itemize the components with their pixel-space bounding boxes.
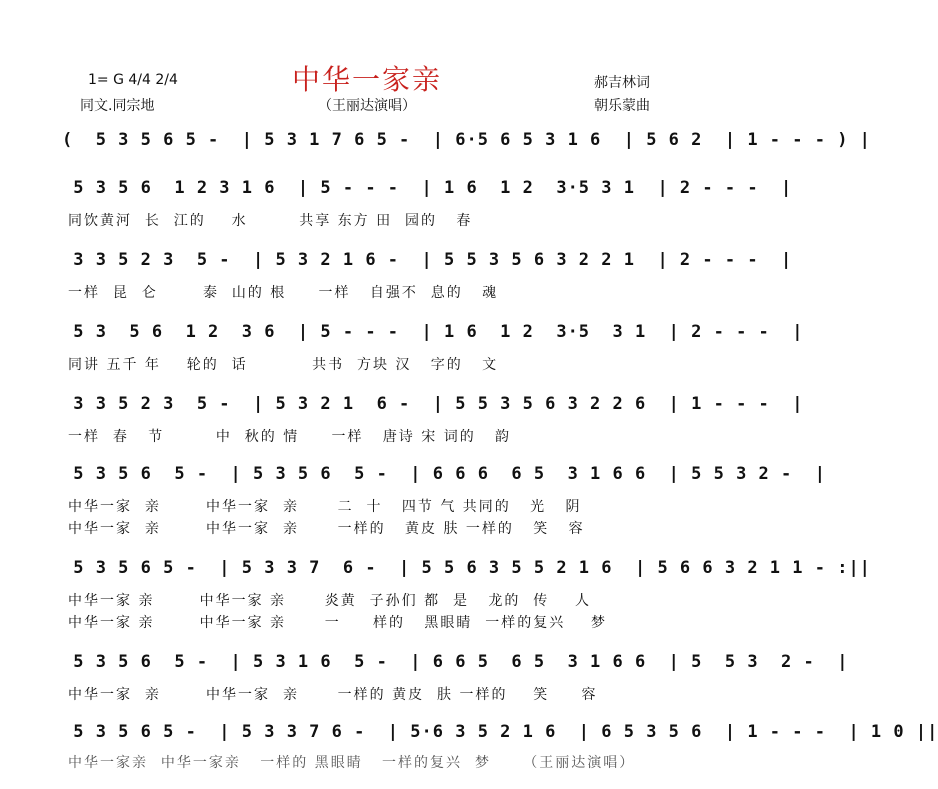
song-title: 中华一家亲: [291, 63, 442, 96]
notes: 5 3 5 6 5 - | 5 3 1 6 5 - | 6 6 5 6 5 3 1 6 6 | 5 5 3 2 - |: [62, 652, 849, 672]
key-signature: 1= G 4/4 2/4: [88, 72, 178, 88]
lyrics: 中华一家 亲 中华一家 亲 炎黄 子孙们 都 是 龙的 传 人: [68, 593, 592, 609]
singer-credit: （王丽达演唱）: [318, 98, 416, 114]
notes: 5 3 5 6 1 2 3 6 | 5 - - - | 1 6 1 2 3·5 3 1 | 2 - - - |: [62, 322, 804, 342]
lyrics: 中华一家 亲 中华一家 亲 一 样的 黑眼睛 一样的复兴 梦: [68, 615, 608, 631]
notes: ( 5 3 5 6 5 - | 5 3 1 7 6 5 - | 6·5 6 5 3 1 6 | 5 6 2 | 1 - - - ) |: [62, 130, 871, 150]
notes: 5 3 5 6 5 - | 5 3 5 6 5 - | 6 6 6 6 5 3 1 6 6 | 5 5 3 2 - |: [62, 464, 826, 484]
lyrics: 中华一家 亲 中华一家 亲 一样的 黄皮 肤 一样的 笑 容: [68, 687, 598, 703]
notes: 5 3 5 6 5 - | 5 3 3 7 6 - | 5·6 3 5 2 1 6 | 6 5 3 5 6 | 1 - - - | 1 0 ||: [62, 722, 938, 742]
composer-credit: 朝乐蒙曲: [594, 98, 650, 114]
lyrics: 中华一家亲 中华一家亲 一样的 黑眼睛 一样的复兴 梦 （王丽达演唱）: [68, 755, 636, 771]
lyrics: 一样 昆 仑 泰 山的 根 一样 自强不 息的 魂: [68, 285, 499, 301]
lyricist-credit: 郝吉林词: [594, 75, 650, 91]
lyrics: 中华一家 亲 中华一家 亲 二 十 四节 气 共同的 光 阴: [68, 499, 582, 515]
notes: 5 3 5 6 1 2 3 1 6 | 5 - - - | 1 6 1 2 3·5 3 1 | 2 - - - |: [62, 178, 793, 198]
lyricist-names: 同文.同宗地: [80, 98, 155, 114]
notes: 5 3 5 6 5 - | 5 3 3 7 6 - | 5 5 6 3 5 5 2 1 6 | 5 6 6 3 2 1 1 - :||: [62, 558, 871, 578]
notes: 3 3 5 2 3 5 - | 5 3 2 1 6 - | 5 5 3 5 6 3 2 2 1 | 2 - - - |: [62, 250, 793, 270]
lyrics: 同饮黄河 长 江的 水 共享 东方 田 园的 春: [68, 213, 473, 229]
lyrics: 中华一家 亲 中华一家 亲 一样的 黄皮 肤 一样的 笑 容: [68, 521, 585, 537]
notes: 3 3 5 2 3 5 - | 5 3 2 1 6 - | 5 5 3 5 6 3 2 2 6 | 1 - - - |: [62, 394, 804, 414]
lyrics: 同讲 五千 年 轮的 话 共书 方块 汉 字的 文: [68, 357, 499, 373]
lyrics: 一样 春 节 中 秋的 情 一样 唐诗 宋 词的 韵: [68, 429, 512, 445]
